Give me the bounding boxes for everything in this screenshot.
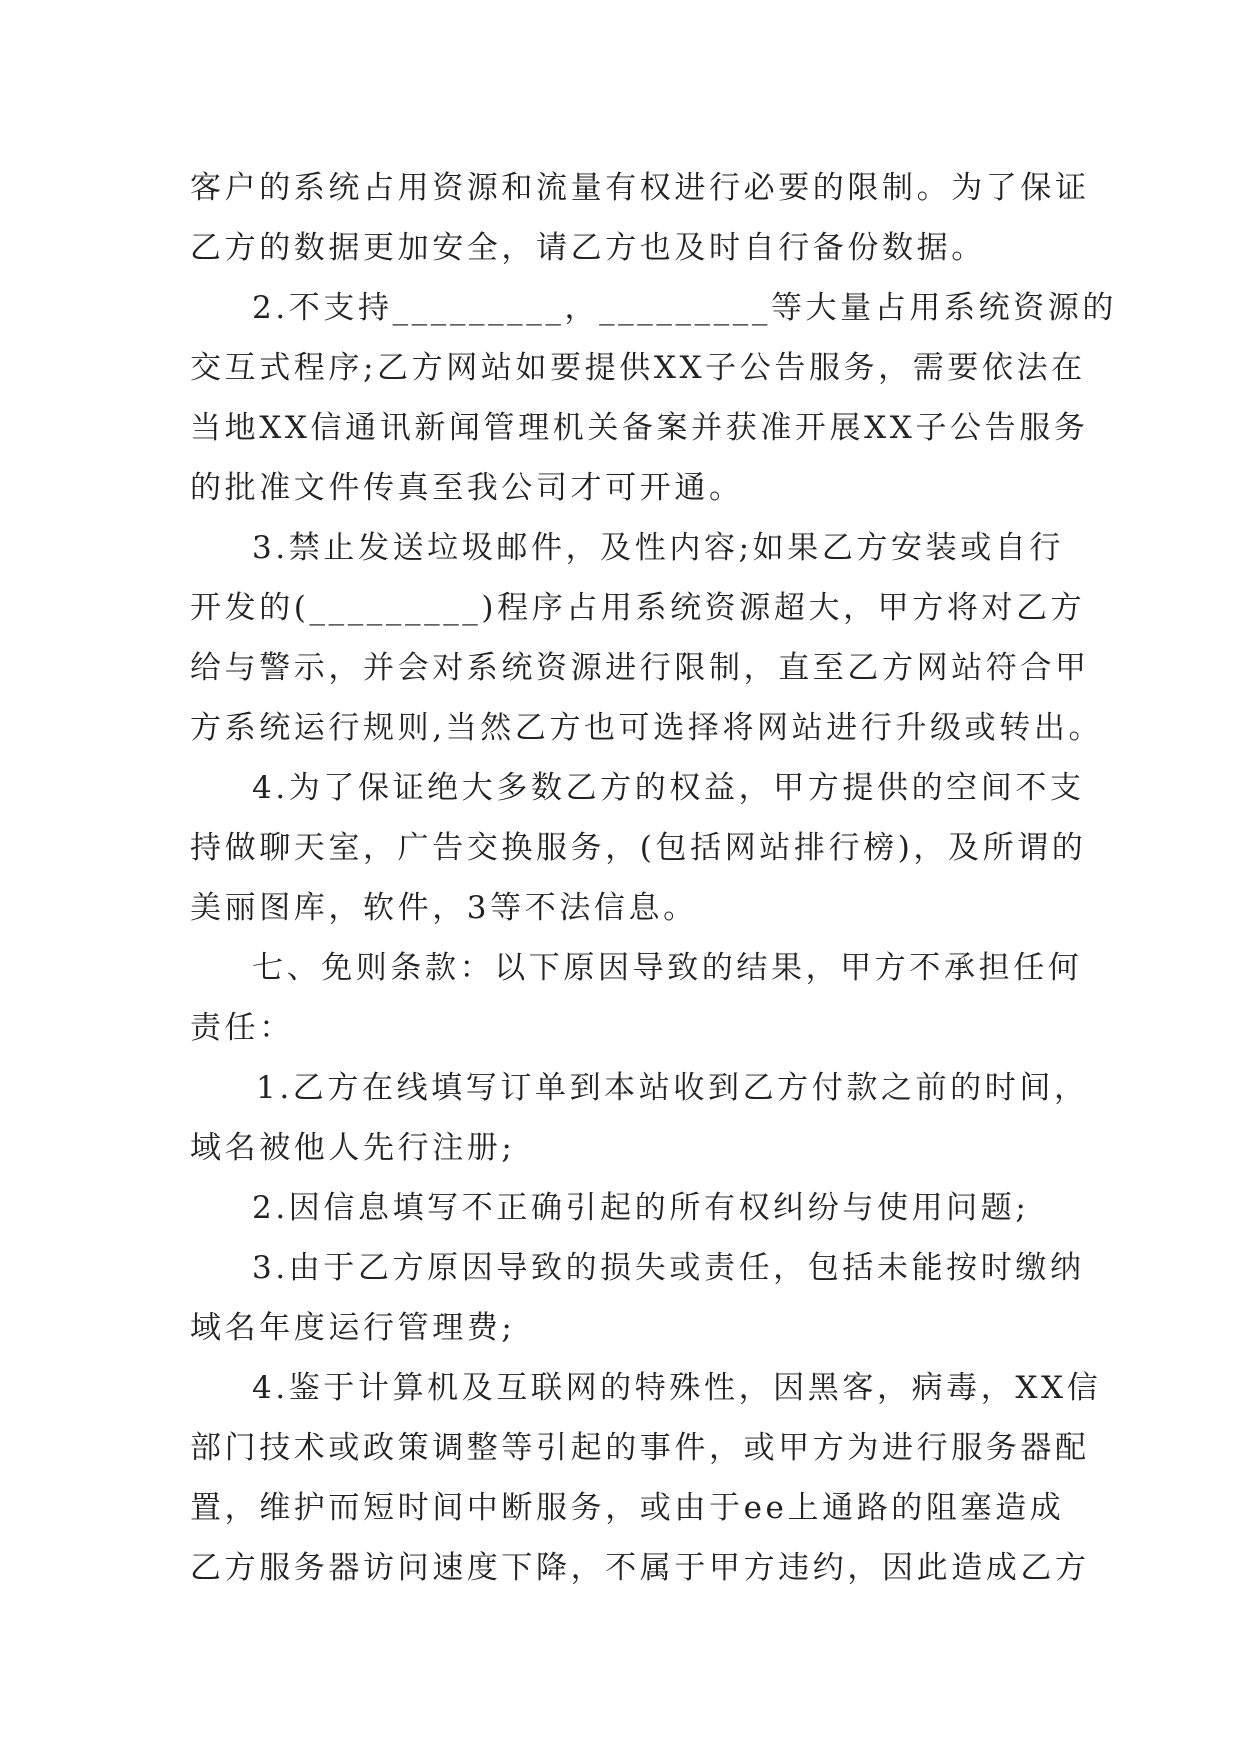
text-line: 客户的系统占用资源和流量有权进行必要的限制。为了保证 <box>190 170 1090 206</box>
section-heading: 七、免则条款：以下原因导致的结果，甲方不承担任何 <box>252 950 1083 986</box>
text-line: 部门技术或政策调整等引起的事件，或甲方为进行服务器配 <box>190 1430 1090 1466</box>
text-line: 2.不支持_________，_________等大量占用系统资源的 <box>252 290 1117 326</box>
text-line: 乙方的数据更加安全，请乙方也及时自行备份数据。 <box>190 230 986 266</box>
text-line: 4.鉴于计算机及互联网的特殊性，因黑客，病毒，XX信 <box>252 1370 1102 1406</box>
text-line: 1.乙方在线填写订单到本站收到乙方付款之前的时间， <box>256 1070 1089 1106</box>
text-line: 方系统运行规则,当然乙方也可选择将网站进行升级或转出。 <box>190 710 1104 746</box>
document-page <box>190 158 1117 1598</box>
text-line: 3.禁止发送垃圾邮件，及性内容;如果乙方安装或自行 <box>252 530 1065 566</box>
text-line: 开发的(_________)程序占用系统资源超大，甲方将对乙方 <box>190 590 1086 626</box>
text-line: 乙方服务器访问速度下降，不属于甲方违约，因此造成乙方 <box>190 1550 1090 1586</box>
text-line: 2.因信息填写不正确引起的所有权纠纷与使用问题; <box>252 1190 1030 1226</box>
text-line: 当地XX信通讯新闻管理机关备案并获准开展XX子公告服务 <box>190 410 1089 446</box>
text-line: 责任： <box>190 1010 294 1046</box>
text-line: 的批准文件传真至我公司才可开通。 <box>190 470 744 506</box>
text-line: 给与警示，并会对系统资源进行限制，直至乙方网站符合甲 <box>190 650 1090 686</box>
text-line: 3.由于乙方原因导致的损失或责任，包括未能按时缴纳 <box>252 1250 1085 1286</box>
text-line: 美丽图库，软件，3等不法信息。 <box>190 890 698 926</box>
text-line: 域名被他人先行注册; <box>190 1130 516 1166</box>
text-line: 持做聊天室，广告交换服务，(包括网站排行榜)，及所谓的 <box>190 830 1087 866</box>
text-line: 交互式程序;乙方网站如要提供XX子公告服务，需要依法在 <box>190 350 1086 386</box>
text-line: 域名年度运行管理费; <box>190 1310 516 1346</box>
text-line: 置，维护而短时间中断服务，或由于ee上通路的阻塞造成 <box>190 1490 1065 1526</box>
text-line: 4.为了保证绝大多数乙方的权益，甲方提供的空间不支 <box>252 770 1085 806</box>
